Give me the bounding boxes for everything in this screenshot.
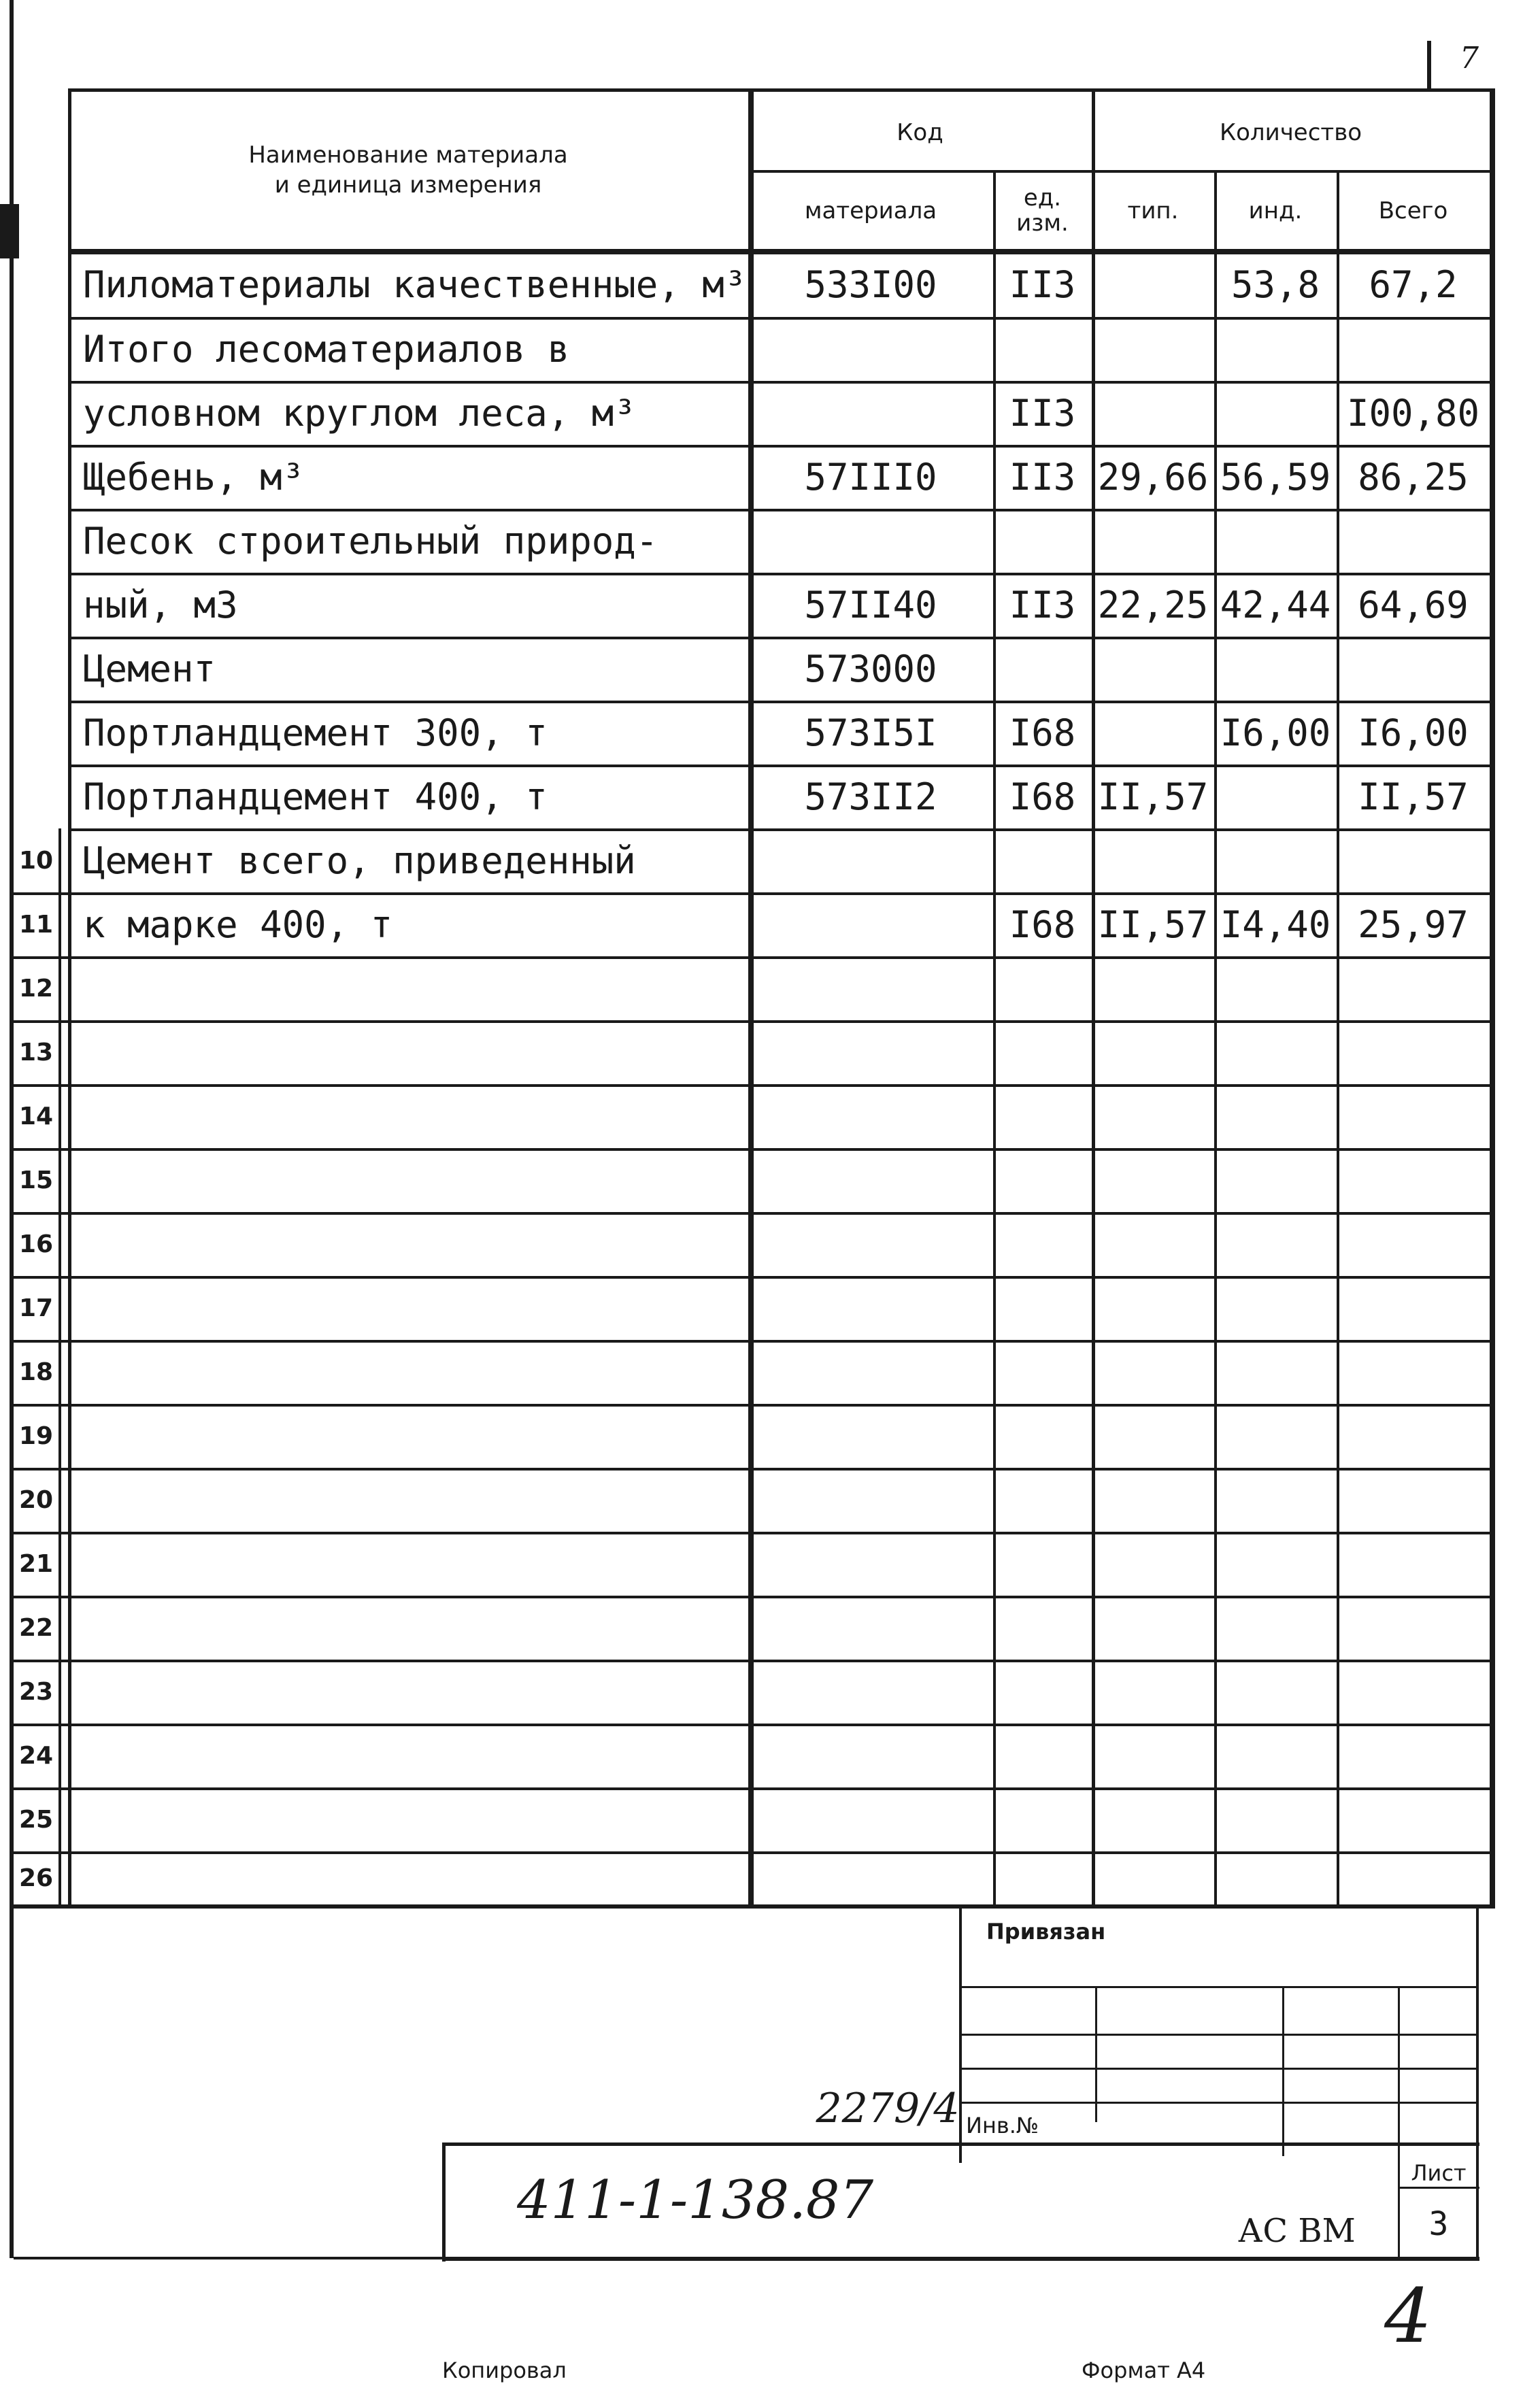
unit-code xyxy=(993,1148,1092,1212)
unit-code: I68 xyxy=(1009,903,1076,946)
row-number: 23 xyxy=(18,1677,54,1706)
quantity-total xyxy=(1337,509,1490,573)
row-number xyxy=(14,701,58,764)
row-number: 14 xyxy=(18,1102,54,1130)
row-number xyxy=(14,573,58,637)
quantity-total xyxy=(1337,637,1490,701)
unit-code xyxy=(993,1724,1092,1787)
quantity-ind xyxy=(1214,317,1337,381)
unit-code xyxy=(993,1596,1092,1660)
row-number-border xyxy=(58,828,61,1909)
quantity-typ xyxy=(1092,637,1214,701)
quantity-typ xyxy=(1092,1084,1214,1148)
material-code xyxy=(748,1340,993,1404)
row-number: 19 xyxy=(18,1422,54,1450)
quantity-total xyxy=(1337,1276,1490,1340)
title-block-top xyxy=(442,2142,1479,2146)
material-code xyxy=(748,509,993,573)
quantity-ind xyxy=(1214,956,1337,1020)
material-name xyxy=(68,1340,748,1404)
quantity-ind xyxy=(1214,381,1337,445)
quantity-ind xyxy=(1214,1660,1337,1724)
material-code xyxy=(748,1596,993,1660)
material-code xyxy=(748,1404,993,1468)
quantity-typ xyxy=(1092,1532,1214,1596)
material-name: Щебень, м³ xyxy=(83,455,305,499)
quantity-total xyxy=(1337,1404,1490,1468)
material-code xyxy=(748,1020,993,1084)
quantity-total: II,57 xyxy=(1358,775,1469,818)
header-code: Код xyxy=(897,118,943,146)
row-number xyxy=(14,381,58,445)
quantity-typ xyxy=(1092,1212,1214,1276)
sheet-number: 3 xyxy=(1428,2205,1449,2243)
stamp-col xyxy=(1095,1986,1097,2122)
quantity-typ xyxy=(1092,1660,1214,1724)
quantity-ind xyxy=(1214,637,1337,701)
material-code: 573000 xyxy=(804,647,937,690)
title-block-left xyxy=(442,2142,446,2262)
row-number xyxy=(14,317,58,381)
quantity-ind xyxy=(1214,1596,1337,1660)
material-code xyxy=(748,1787,993,1851)
material-name xyxy=(68,1212,748,1276)
quantity-total xyxy=(1337,1660,1490,1724)
quantity-total xyxy=(1337,1468,1490,1532)
quantity-ind xyxy=(1214,1724,1337,1787)
unit-code xyxy=(993,1468,1092,1532)
quantity-typ: II,57 xyxy=(1097,903,1209,946)
quantity-ind xyxy=(1214,1851,1337,1904)
quantity-total xyxy=(1337,1084,1490,1148)
header-name: Наименование материала и единица измерения xyxy=(248,141,568,199)
unit-code xyxy=(993,509,1092,573)
material-name: Итого лесоматериалов в xyxy=(83,327,570,371)
material-name xyxy=(68,1084,748,1148)
material-code xyxy=(748,1212,993,1276)
quantity-ind xyxy=(1214,828,1337,892)
unit-code xyxy=(993,637,1092,701)
row-number xyxy=(14,252,58,317)
material-code xyxy=(748,1468,993,1532)
material-code xyxy=(748,1724,993,1787)
row-number: 15 xyxy=(18,1166,54,1194)
quantity-total xyxy=(1337,1148,1490,1212)
material-name xyxy=(68,1532,748,1596)
page-bottom-border xyxy=(14,2257,446,2259)
quantity-ind xyxy=(1214,1532,1337,1596)
quantity-total: 67,2 xyxy=(1369,263,1458,306)
row-number: 12 xyxy=(18,974,54,1003)
material-code: 57III0 xyxy=(804,455,937,499)
material-name: Портландцемент 400, т xyxy=(83,775,548,818)
quantity-total: I6,00 xyxy=(1358,711,1469,754)
unit-code xyxy=(993,1212,1092,1276)
quantity-total xyxy=(1337,1851,1490,1904)
quantity-typ xyxy=(1092,956,1214,1020)
row-number: 21 xyxy=(18,1549,54,1578)
material-code xyxy=(748,1660,993,1724)
quantity-typ xyxy=(1092,1596,1214,1660)
binding-mark xyxy=(0,204,19,258)
unit-code xyxy=(993,1660,1092,1724)
stamp-col xyxy=(1398,1986,1400,2258)
row-number: 13 xyxy=(18,1038,54,1066)
quantity-ind xyxy=(1214,1020,1337,1084)
material-name xyxy=(68,1148,748,1212)
handwritten-page-number: 4 xyxy=(1384,2272,1432,2359)
unit-code: I68 xyxy=(1009,711,1076,754)
material-code: 573II2 xyxy=(804,775,937,818)
quantity-typ xyxy=(1092,509,1214,573)
material-code: 57II40 xyxy=(804,583,937,626)
quantity-ind xyxy=(1214,1787,1337,1851)
material-code xyxy=(748,1084,993,1148)
quantity-typ xyxy=(1092,1404,1214,1468)
unit-code xyxy=(993,1276,1092,1340)
unit-code: II3 xyxy=(1009,455,1076,499)
quantity-total xyxy=(1337,1596,1490,1660)
sheet-label: Лист xyxy=(1411,2160,1467,2186)
unit-code: I68 xyxy=(1009,775,1076,818)
quantity-typ xyxy=(1092,317,1214,381)
unit-code xyxy=(993,1404,1092,1468)
row-number xyxy=(14,445,58,509)
quantity-ind: I4,40 xyxy=(1220,903,1331,946)
stamp-right xyxy=(1476,1904,1479,2258)
stamp-col xyxy=(1282,1986,1284,2156)
page-number: 7 xyxy=(1460,40,1479,75)
material-name: к марке 400, т xyxy=(83,903,393,946)
quantity-total: 25,97 xyxy=(1358,903,1469,946)
quantity-total xyxy=(1337,1532,1490,1596)
material-name: Портландцемент 300, т xyxy=(83,711,548,754)
quantity-total xyxy=(1337,317,1490,381)
quantity-typ xyxy=(1092,1340,1214,1404)
quantity-ind xyxy=(1214,1212,1337,1276)
material-code: 533I00 xyxy=(804,263,937,306)
row-number xyxy=(14,509,58,573)
table-top-border xyxy=(68,88,1490,92)
material-name: ный, м3 xyxy=(83,583,238,626)
quantity-ind xyxy=(1214,1404,1337,1468)
quantity-total xyxy=(1337,1212,1490,1276)
unit-code xyxy=(993,828,1092,892)
material-code xyxy=(748,1276,993,1340)
quantity-typ xyxy=(1092,1787,1214,1851)
material-name xyxy=(68,1596,748,1660)
material-name: Пиломатериалы качественные, м³ xyxy=(83,263,747,306)
unit-code: II3 xyxy=(1009,263,1076,306)
row-number: 26 xyxy=(18,1864,54,1892)
material-name xyxy=(68,1851,748,1904)
material-code xyxy=(748,1148,993,1212)
unit-code xyxy=(993,956,1092,1020)
quantity-typ xyxy=(1092,1851,1214,1904)
quantity-typ: II,57 xyxy=(1097,775,1209,818)
document-code: 411-1-138.87 xyxy=(517,2170,874,2231)
quantity-typ xyxy=(1092,1468,1214,1532)
unit-code xyxy=(993,1340,1092,1404)
quantity-typ xyxy=(1092,1020,1214,1084)
material-name xyxy=(68,1724,748,1787)
inv-label: Инв.№ xyxy=(966,2113,1039,2138)
material-name: Песок строительный природ- xyxy=(83,519,658,562)
material-name: условном круглом леса, м³ xyxy=(83,391,636,435)
privyazan-label: Привязан xyxy=(986,1919,1106,1945)
inv-number: 2279/4 xyxy=(816,2085,960,2132)
header-typ: тип. xyxy=(1127,197,1179,224)
unit-code xyxy=(993,1532,1092,1596)
column-border xyxy=(1490,88,1495,1909)
row-number: 10 xyxy=(18,846,54,875)
material-name: Цемент всего, приведенный xyxy=(83,839,636,882)
quantity-ind xyxy=(1214,1148,1337,1212)
material-name xyxy=(68,1020,748,1084)
material-code xyxy=(748,956,993,1020)
quantity-total xyxy=(1337,1724,1490,1787)
unit-code xyxy=(993,1787,1092,1851)
quantity-typ xyxy=(1092,381,1214,445)
quantity-typ xyxy=(1092,1276,1214,1340)
quantity-total: 64,69 xyxy=(1358,583,1469,626)
row-number: 20 xyxy=(18,1485,54,1514)
header-total: Всего xyxy=(1378,197,1448,224)
quantity-typ xyxy=(1092,252,1214,317)
header-quantity: Количество xyxy=(1219,118,1362,146)
quantity-ind: I6,00 xyxy=(1220,711,1331,754)
quantity-ind xyxy=(1214,1084,1337,1148)
material-code xyxy=(748,1532,993,1596)
quantity-typ xyxy=(1092,828,1214,892)
row-number xyxy=(14,637,58,701)
quantity-total xyxy=(1337,1020,1490,1084)
material-code: 573I5I xyxy=(804,711,937,754)
material-name xyxy=(68,1404,748,1468)
header-unit: ед. изм. xyxy=(1016,184,1069,237)
quantity-ind xyxy=(1214,509,1337,573)
quantity-total: I00,80 xyxy=(1346,391,1480,435)
material-code xyxy=(748,1851,993,1904)
material-name xyxy=(68,1276,748,1340)
quantity-ind xyxy=(1214,1340,1337,1404)
unit-code: II3 xyxy=(1009,391,1076,435)
material-code xyxy=(748,828,993,892)
unit-code xyxy=(993,1084,1092,1148)
material-code xyxy=(748,381,993,445)
quantity-typ xyxy=(1092,701,1214,764)
row-number xyxy=(14,764,58,828)
row-number: 18 xyxy=(18,1358,54,1386)
quantity-typ: 29,66 xyxy=(1097,455,1209,499)
quantity-total xyxy=(1337,828,1490,892)
quantity-typ: 22,25 xyxy=(1097,583,1209,626)
unit-code xyxy=(993,317,1092,381)
stamp-top xyxy=(14,1904,1490,1907)
material-code xyxy=(748,892,993,956)
row-number: 11 xyxy=(18,910,54,939)
unit-code xyxy=(993,1851,1092,1904)
row-number: 17 xyxy=(18,1294,54,1322)
quantity-total xyxy=(1337,1340,1490,1404)
quantity-ind xyxy=(1214,764,1337,828)
quantity-total xyxy=(1337,1787,1490,1851)
material-name xyxy=(68,1660,748,1724)
row-number: 16 xyxy=(18,1230,54,1258)
format-label: Формат А4 xyxy=(1082,2357,1206,2383)
quantity-typ xyxy=(1092,1724,1214,1787)
quantity-ind: 53,8 xyxy=(1231,263,1320,306)
quantity-ind: 56,59 xyxy=(1220,455,1331,499)
quantity-ind xyxy=(1214,1468,1337,1532)
copied-label: Копировал xyxy=(442,2357,567,2383)
unit-code: II3 xyxy=(1009,583,1076,626)
unit-code xyxy=(993,1020,1092,1084)
quantity-ind: 42,44 xyxy=(1220,583,1331,626)
quantity-ind xyxy=(1214,1276,1337,1340)
material-name xyxy=(68,956,748,1020)
material-name xyxy=(68,1468,748,1532)
header-ind: инд. xyxy=(1248,197,1303,224)
row-number: 22 xyxy=(18,1613,54,1642)
quantity-total: 86,25 xyxy=(1358,455,1469,499)
quantity-total xyxy=(1337,956,1490,1020)
header-material: материала xyxy=(804,197,937,224)
quantity-typ xyxy=(1092,1148,1214,1212)
material-name xyxy=(68,1787,748,1851)
row-number: 25 xyxy=(18,1805,54,1834)
document-mark: АС ВМ xyxy=(1238,2212,1356,2250)
material-name: Цемент xyxy=(83,647,216,690)
row-number: 24 xyxy=(18,1741,54,1770)
material-code xyxy=(748,317,993,381)
